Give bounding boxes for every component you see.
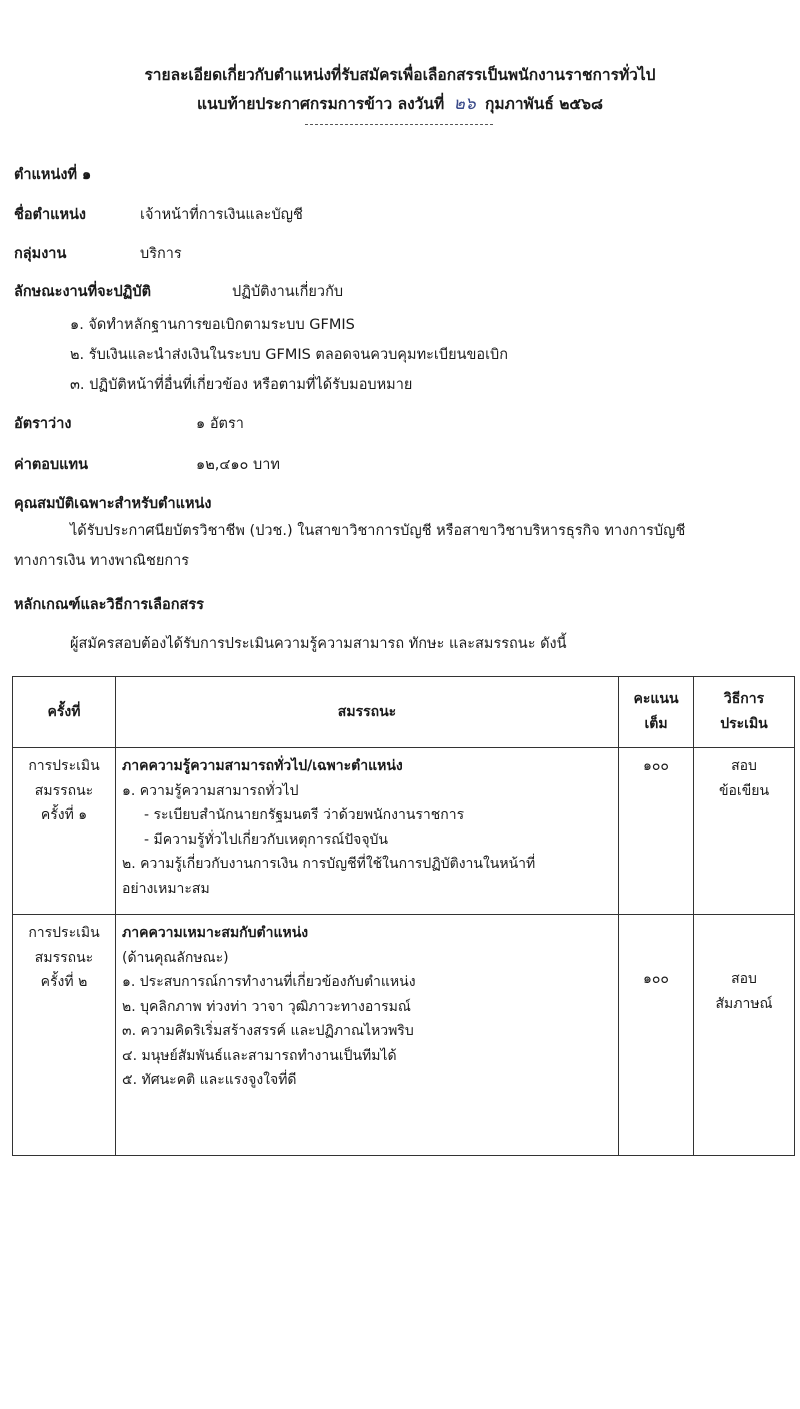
competency-subitem: - ระเบียบสำนักนายกรัฐมนตรี ว่าด้วยพนักงานราชการ bbox=[144, 807, 465, 823]
round-cell bbox=[13, 748, 116, 915]
header-score-line2: เต็ม bbox=[644, 716, 668, 732]
qualification-text-line1: ได้รับประกาศนียบัตรวิชาชีพ (ปวช.) ในสาขาวิชาการบัญชี หรือสาขาวิชาบริหารธุรกิจ ทางการบัญชี bbox=[70, 523, 686, 539]
work-group-label: กลุ่มงาน bbox=[14, 246, 67, 262]
round-line2: สมรรถนะ bbox=[34, 949, 94, 966]
header-method-line1: วิธีการ bbox=[723, 691, 765, 707]
round-line1: การประเมิน bbox=[28, 758, 100, 774]
round-line2: สมรรถนะ bbox=[34, 782, 94, 799]
position-name-label: ชื่อตำแหน่ง bbox=[14, 207, 87, 223]
competency-title: ภาคความรู้ความสามารถทั่วไป/เฉพาะตำแหน่ง bbox=[122, 758, 403, 774]
title-line2-prefix: แนบท้ายประกาศกรมการข้าว ลงวันที่ bbox=[197, 95, 445, 113]
qualification-text-line2: ทางการเงิน ทางพาณิชยการ bbox=[14, 553, 190, 569]
competency-cell bbox=[116, 915, 619, 1156]
table-row bbox=[13, 748, 795, 915]
vacancy-label: อัตราว่าง bbox=[14, 416, 72, 432]
competency-subitem: - มีความรู้ทั่วไปเกี่ยวกับเหตุการณ์ปัจจุบัน bbox=[144, 831, 388, 848]
round-line1: การประเมิน bbox=[28, 925, 100, 941]
qualification-heading: คุณสมบัติเฉพาะสำหรับตำแหน่ง bbox=[14, 496, 212, 512]
title-divider bbox=[305, 124, 493, 125]
salary-value: ๑๒,๔๑๐ บาท bbox=[196, 457, 280, 473]
competency-item: ๑. ประสบการณ์การทำงานที่เกี่ยวข้องกับตำแหน่ง bbox=[122, 974, 416, 990]
evaluation-table bbox=[12, 676, 795, 1156]
table-header-row bbox=[13, 677, 795, 748]
competency-item-continued: อย่างเหมาะสม bbox=[122, 880, 210, 897]
header-score bbox=[619, 677, 694, 748]
duty-intro: ปฏิบัติงานเกี่ยวกับ bbox=[232, 284, 344, 300]
title-line2-suffix: กุมภาพันธ์ ๒๕๖๘ bbox=[485, 95, 603, 113]
document-title-line2 bbox=[0, 90, 800, 117]
document-title-line1: รายละเอียดเกี่ยวกับตำแหน่งที่รับสมัครเพื่อเลือกสรรเป็นพนักงานราชการทั่วไป bbox=[144, 66, 656, 84]
competency-item: ๒. ความรู้เกี่ยวกับงานการเงิน การบัญชีที่ใช้ในการปฏิบัติงานในหน้าที่ bbox=[122, 856, 536, 872]
score-cell: ๑๐๐ bbox=[619, 748, 694, 915]
competency-item: ๓. ความคิดริเริ่มสร้างสรรค์ และปฏิภาณไหวพริบ bbox=[122, 1023, 414, 1039]
header-method-line2: ประเมิน bbox=[720, 716, 768, 732]
header-method bbox=[694, 677, 795, 748]
work-group-value: บริการ bbox=[140, 246, 182, 262]
competency-cell bbox=[116, 748, 619, 915]
table-row bbox=[13, 915, 795, 1156]
method-cell bbox=[694, 748, 795, 915]
method-line2: ข้อเขียน bbox=[718, 782, 770, 799]
competency-title: ภาคความเหมาะสมกับตำแหน่ง bbox=[122, 925, 309, 941]
position-number: ตำแหน่งที่ ๑ bbox=[14, 167, 92, 183]
competency-item: ๕. ทัศนะคติ และแรงจูงใจที่ดี bbox=[122, 1072, 297, 1088]
header-score-line1: คะแนน bbox=[633, 691, 679, 707]
round-line3: ครั้งที่ ๑ bbox=[40, 807, 88, 823]
score-cell: ๑๐๐ bbox=[619, 915, 694, 1156]
salary-label: ค่าตอบแทน bbox=[14, 457, 88, 473]
round-cell bbox=[13, 915, 116, 1156]
competency-item: ๔. มนุษย์สัมพันธ์และสามารถทำงานเป็นทีมได้ bbox=[122, 1047, 397, 1064]
competency-item: ๑. ความรู้ความสามารถทั่วไป bbox=[122, 782, 299, 799]
vacancy-value: ๑ อัตรา bbox=[196, 416, 244, 432]
selection-intro: ผู้สมัครสอบต้องได้รับการประเมินความรู้ความสามารถ ทักษะ และสมรรถนะ ดังนี้ bbox=[70, 636, 567, 652]
competency-item: (ด้านคุณลักษณะ) bbox=[122, 949, 229, 966]
method-line1: สอบ bbox=[731, 758, 757, 774]
position-name-value: เจ้าหน้าที่การเงินและบัญชี bbox=[140, 207, 303, 223]
duty-item-2: ๒. รับเงินและนำส่งเงินในระบบ GFMIS ตลอดจนควบคุมทะเบียนขอเบิก bbox=[70, 347, 509, 363]
method-cell bbox=[694, 915, 795, 1156]
selection-heading: หลักเกณฑ์และวิธีการเลือกสรร bbox=[14, 597, 204, 613]
handwritten-day: ๒๖ bbox=[453, 94, 476, 114]
duty-label: ลักษณะงานที่จะปฏิบัติ bbox=[14, 284, 151, 300]
method-line2: สัมภาษณ์ bbox=[715, 995, 773, 1012]
duty-item-3: ๓. ปฏิบัติหน้าที่อื่นที่เกี่ยวข้อง หรือตามที่ได้รับมอบหมาย bbox=[70, 377, 413, 393]
competency-item: ๒. บุคลิกภาพ ท่วงท่า วาจา วุฒิภาวะทางอารมณ์ bbox=[122, 998, 411, 1015]
method-line1: สอบ bbox=[731, 971, 757, 987]
header-competency: สมรรถนะ bbox=[116, 677, 619, 748]
duty-item-1: ๑. จัดทำหลักฐานการขอเบิกตามระบบ GFMIS bbox=[70, 317, 355, 333]
round-line3: ครั้งที่ ๒ bbox=[40, 974, 88, 990]
header-round: ครั้งที่ bbox=[13, 677, 116, 748]
